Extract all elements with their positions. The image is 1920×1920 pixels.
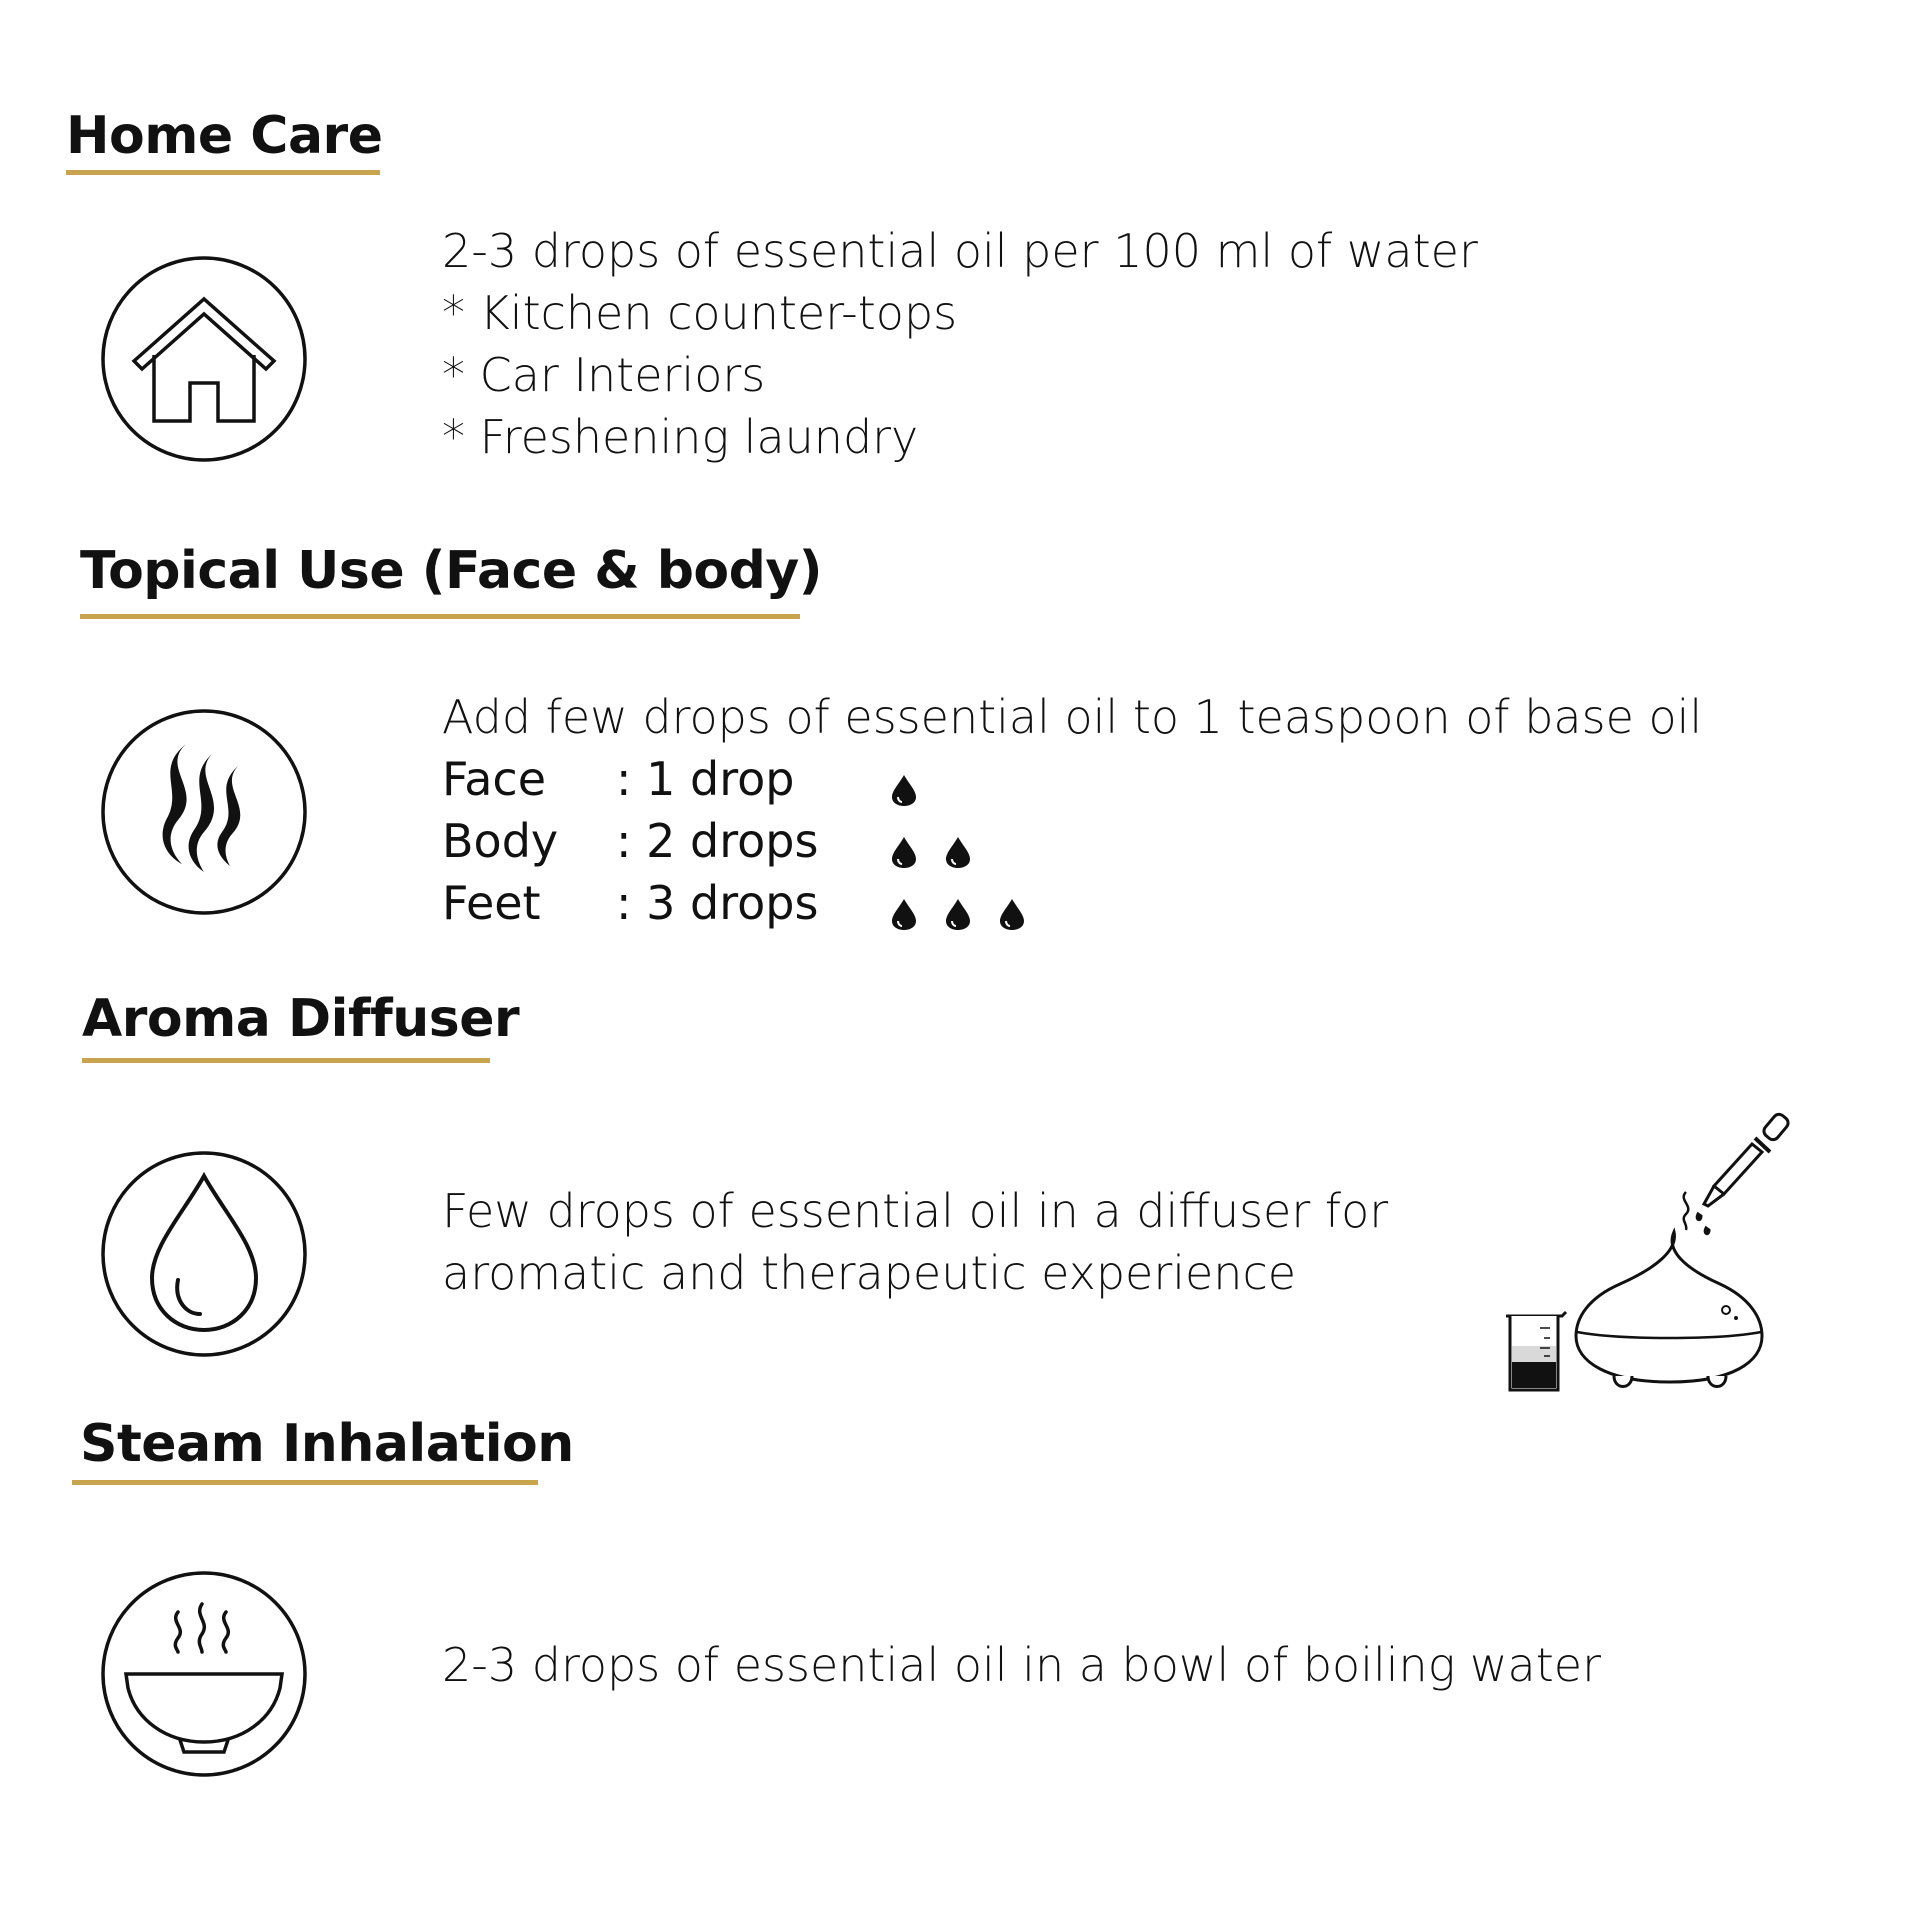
dropper-icon xyxy=(1697,1112,1790,1234)
topical-use-underline xyxy=(80,614,800,619)
home-care-line: * Car Interiors xyxy=(442,348,766,402)
drops-row-label: Body xyxy=(442,814,559,868)
aroma-diffuser-heading: Aroma Diffuser xyxy=(82,989,520,1049)
steam-inhalation-line: 2-3 drops of essential oil in a bowl of boiling water xyxy=(442,1638,1601,1692)
home-care-line: * Kitchen counter-tops xyxy=(442,286,958,340)
drops-row-amount: : 2 drops xyxy=(616,814,819,868)
steam-inhalation-text xyxy=(442,1634,1601,1696)
topical-use-heading: Topical Use (Face & body) xyxy=(80,541,823,601)
home-care-underline xyxy=(66,170,380,175)
small-drop-icon xyxy=(890,884,918,918)
home-care-line: 2-3 drops of essential oil per 100 ml of water xyxy=(442,224,1478,278)
drops-row-label: Feet xyxy=(442,876,541,930)
steaming-bowl-icon xyxy=(100,1570,308,1778)
house-icon xyxy=(100,255,308,463)
small-drop-icon xyxy=(890,760,918,794)
steam-inhalation-heading: Steam Inhalation xyxy=(80,1414,574,1474)
drops-row-feet xyxy=(442,872,1142,934)
diffuser-illustration xyxy=(1500,1100,1800,1400)
aroma-diffuser-line: aromatic and therapeutic experience xyxy=(442,1246,1297,1300)
small-drop-icon xyxy=(890,822,918,856)
oil-drop-icon xyxy=(100,1150,308,1358)
small-drop-icon xyxy=(944,822,972,856)
drops-row-face xyxy=(442,748,1142,810)
drops-row-body xyxy=(442,810,1142,872)
beaker-icon xyxy=(1506,1312,1566,1390)
home-care-heading: Home Care xyxy=(66,106,383,166)
aroma-diffuser-underline xyxy=(82,1058,490,1063)
drops-row-label: Face xyxy=(442,752,547,806)
steam-inhalation-underline xyxy=(72,1480,538,1485)
home-care-text xyxy=(442,220,1478,468)
steam-wave-icon xyxy=(100,708,308,916)
small-drop-icon xyxy=(998,884,1026,918)
home-care-line: * Freshening laundry xyxy=(442,410,919,464)
topical-use-intro: Add few drops of essential oil to 1 teaspoon of base oil xyxy=(442,690,1703,744)
aroma-diffuser-line: Few drops of essential oil in a diffuser for xyxy=(442,1184,1389,1238)
aroma-diffuser-text xyxy=(442,1180,1388,1304)
drop-count-2 xyxy=(890,822,998,862)
drops-row-amount: : 3 drops xyxy=(616,876,819,930)
diffuser-icon xyxy=(1576,1232,1762,1387)
drops-row-amount: : 1 drop xyxy=(616,752,795,806)
drop-count-3 xyxy=(890,884,1052,924)
drop-count-1 xyxy=(890,760,944,800)
small-drop-icon xyxy=(944,884,972,918)
drops-table xyxy=(442,748,1142,934)
